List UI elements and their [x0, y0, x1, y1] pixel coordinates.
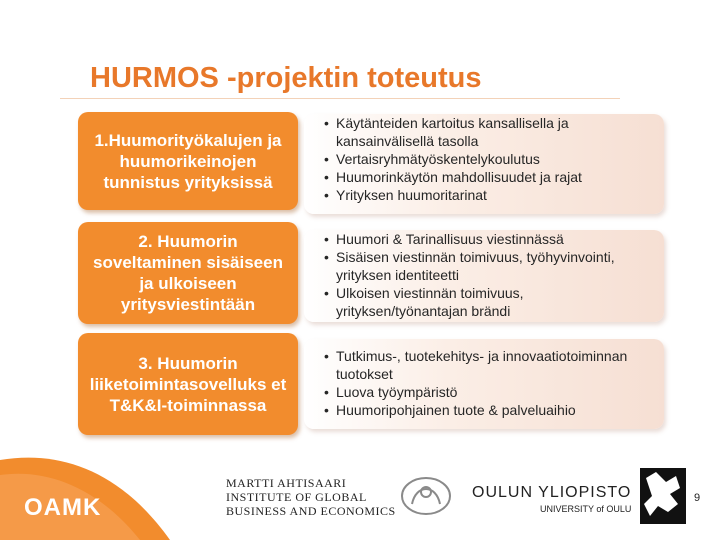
ahtisaari-line-3: BUSINESS AND ECONOMICS — [226, 504, 396, 518]
oulu-emblem-icon — [640, 468, 686, 524]
bullet: • Huumorinkäytön mahdollisuudet ja rajat — [324, 168, 654, 186]
bullet: • Luova työympäristö — [324, 383, 654, 401]
step-3-heading: 3. Huumorin liiketoimintasovelluks et T&K&I-toiminnassa — [89, 353, 287, 415]
oulu-university-subtitle: UNIVERSITY of OULU — [540, 504, 632, 514]
ahtisaari-line-1: MARTTI AHTISAARI — [226, 476, 347, 490]
step-3-box — [78, 333, 298, 435]
step-3-bullets — [304, 339, 664, 419]
title-divider — [60, 98, 620, 99]
step-1-box — [78, 112, 298, 210]
step-2-box — [78, 222, 298, 324]
bullet: • Tutkimus-, tuotekehitys- ja innovaatiotoiminnan tuotokset — [324, 347, 654, 383]
step-1-panel — [304, 114, 664, 214]
step-2-bullets — [304, 230, 664, 320]
page-title: HURMOS -projektin toteutus — [90, 62, 482, 94]
bullet: • Käytänteiden kartoitus kansallisella ja kansainvälisellä tasolla — [324, 114, 654, 150]
oulu-university-name: OULUN YLIOPISTO — [472, 484, 632, 501]
step-1-bullets — [304, 114, 664, 204]
bullet: • Sisäisen viestinnän toimivuus, työhyvinvointi, yrityksen identiteetti — [324, 248, 654, 284]
oamk-logo: OAMK — [24, 494, 102, 521]
bullet: • Ulkoisen viestinnän toimivuus, yrityksen/työnantajan brändi — [324, 284, 654, 320]
step-2-panel — [304, 230, 664, 322]
step-3-panel — [304, 339, 664, 429]
page-number: 9 — [694, 492, 701, 504]
step-2-heading: 2. Huumorin soveltaminen sisäiseen ja ulkoiseen yritysviestintään — [93, 232, 283, 314]
ahtisaari-logo — [226, 476, 396, 518]
oamk-swoosh-graphic — [0, 440, 200, 540]
bullet: • Yrityksen huumoritarinat — [324, 186, 654, 204]
bullet: • Huumoripohjainen tuote & palveluaihio — [324, 401, 654, 419]
bullet: • Vertaisryhmätyöskentelykoulutus — [324, 150, 654, 168]
university-crest-icon — [394, 474, 458, 518]
ahtisaari-line-2: INSTITUTE OF GLOBAL — [226, 490, 367, 504]
step-1-heading: 1.Huumorityökalujen ja huumorikeinojen tunnistus yrityksissä — [94, 130, 282, 192]
bullet: • Huumori & Tarinallisuus viestinnässä — [324, 230, 654, 248]
